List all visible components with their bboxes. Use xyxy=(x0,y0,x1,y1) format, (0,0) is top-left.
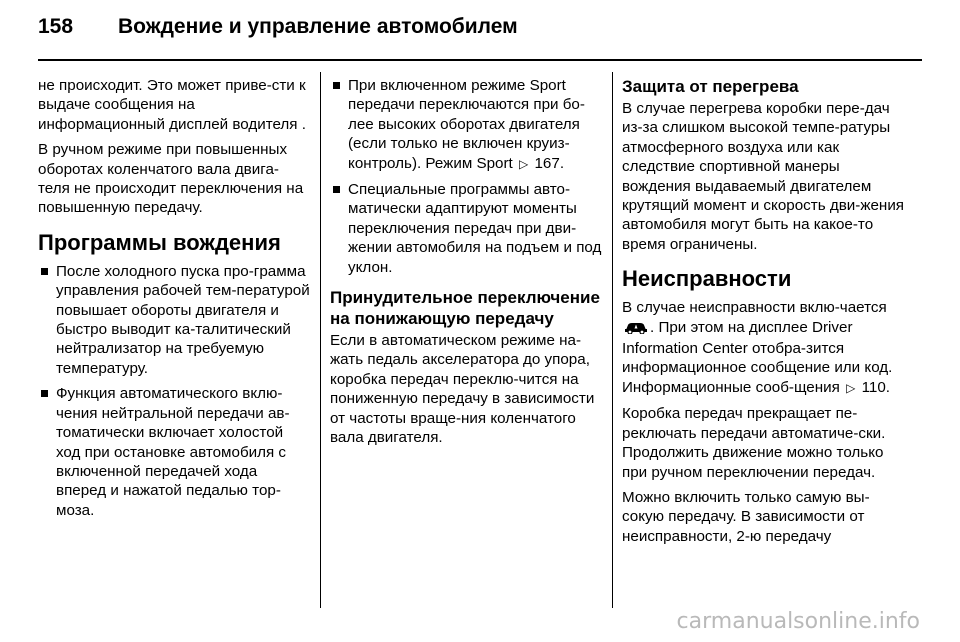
paragraph: В случае перегрева коробки пере-дач из-за слишком высокой темпе-ратуры атмосферного воздуха или как следствие спортивной манеры вождения выдаваемый двигателем крутящий момент и скорость дви-жения автомобиля могут быть на какое-то время ограничены. xyxy=(622,100,905,253)
column-2 xyxy=(330,76,602,454)
list-item-text: Функция автоматического вклю-чения нейтральной передачи ав-томатически включает холостой ход при остановке автомобиля с включенной передачей хода вперед и нажатой педалью тор-моза. xyxy=(56,385,290,519)
list-item-text: При включенном режиме Sport передачи переключаются при бо-лее высоких оборотах двигателя (если только не включен круиз-контроль). Режим Sport xyxy=(348,77,585,172)
page-reference[interactable]: 167. xyxy=(534,154,565,172)
paragraph: не происходит. Это может приве-сти к выдаче сообщения на информационный дисплей водителя . xyxy=(38,77,306,133)
paragraph: Коробка передач прекращает пе-реключать передачи автоматиче-ски. Продолжить движение можно только при ручном переключении передач. xyxy=(622,405,886,481)
header-divider xyxy=(38,59,922,61)
triangle-ref-icon[interactable]: ▷ xyxy=(519,156,529,171)
bullet-list xyxy=(330,76,602,277)
list-item xyxy=(330,180,602,277)
list-item-text: Специальные программы авто-матически адаптируют моменты переключения передач при дви-жении автомобиля на подъем и под уклон. xyxy=(348,181,602,276)
section-heading: Программы вождения xyxy=(38,229,281,255)
paragraph: В ручном режиме при повышенных оборотах коленчатого вала двига-теля не происходит переключения на повышенную передачу. xyxy=(38,141,304,217)
paragraph: Можно включить только самую вы-сокую передачу. В зависимости от неисправности, 2-ю передачу xyxy=(622,488,870,545)
section-heading: Неисправности xyxy=(622,266,792,292)
square-bullet-icon xyxy=(41,390,48,397)
page-number: 158 xyxy=(38,15,74,38)
car-warning-icon xyxy=(624,320,648,339)
paragraph: Если в автоматическом режиме на-жать педаль акселератора до упора, коробка передач переклю-чится на пониженную передачу в зависимости от частоты враще-ния коленчатого вала двигателя. xyxy=(330,332,595,447)
paragraph-text: . При этом на дисплее Driver Information Center отобра-зится информационное сообщение или код. Информационные сооб-щения xyxy=(622,318,893,396)
list-item xyxy=(38,262,310,378)
column-divider-1 xyxy=(320,72,321,608)
column-1 xyxy=(38,76,310,526)
page-title: Вождение и управление автомобилем xyxy=(118,15,518,38)
square-bullet-icon xyxy=(41,268,48,275)
list-item xyxy=(330,76,602,174)
paragraph xyxy=(622,298,906,398)
list-item-text: После холодного пуска про-грамма управления рабочей тем-пературой повышает обороты двигателя и быстро выводит ка-талитический нейтрализатор на требуемую температуру. xyxy=(56,262,310,377)
column-3 xyxy=(622,76,906,552)
square-bullet-icon xyxy=(333,186,340,193)
section-heading: Принудительное переключение на понижающую передачу xyxy=(330,288,600,329)
page-reference[interactable]: 110. xyxy=(861,378,890,396)
column-divider-2 xyxy=(612,72,613,608)
page-header xyxy=(38,0,922,60)
watermark: carmanualsonline.info xyxy=(676,609,920,634)
list-item xyxy=(38,384,310,520)
square-bullet-icon xyxy=(333,82,340,89)
section-heading: Защита от перегрева xyxy=(622,77,799,96)
bullet-list xyxy=(38,262,310,520)
triangle-ref-icon[interactable]: ▷ xyxy=(846,380,856,395)
paragraph-text: В случае неисправности вклю-чается xyxy=(622,299,887,317)
